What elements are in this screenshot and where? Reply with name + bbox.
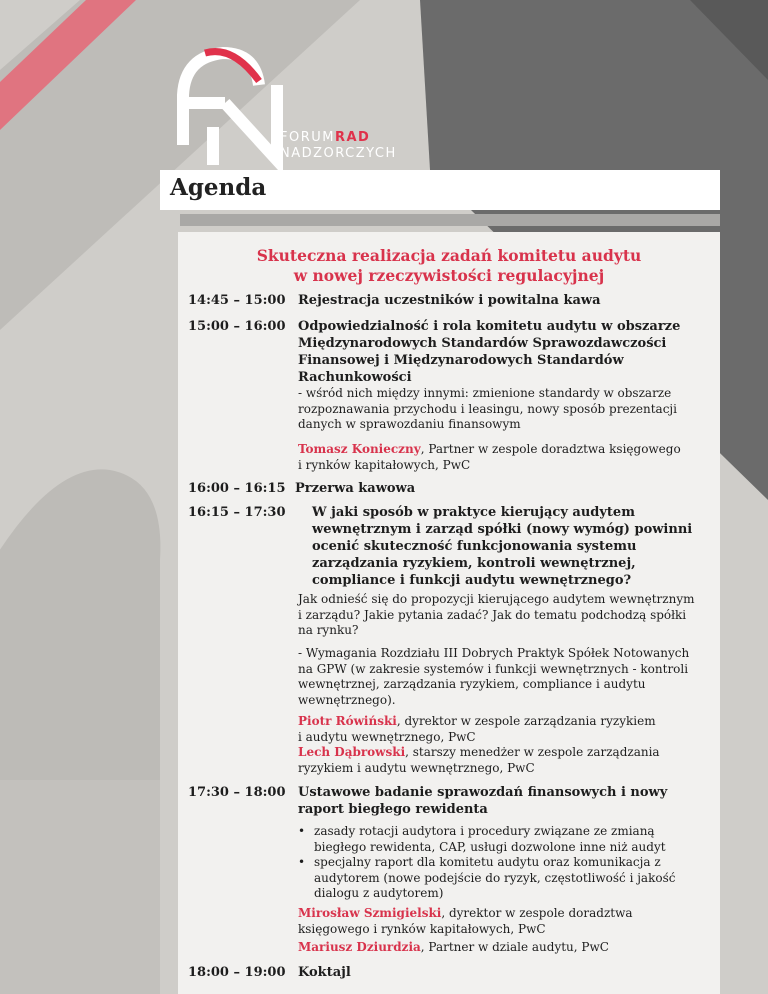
logo-text-rad: RAD — [334, 130, 371, 145]
item-title: Koktajl — [298, 965, 351, 980]
item-description-line: wewnętrznej, zarządzania ryzykiem, compliance i audytu — [298, 677, 646, 691]
item-description — [298, 592, 708, 639]
bullet-line: • zasady rotacji audytora i procedury związane ze zmianą — [314, 824, 655, 838]
item-time: 18:00 – 19:00 — [188, 965, 286, 980]
speaker-role: , Partner w zespole doradztwa księgowego — [420, 442, 681, 456]
item-speaker — [298, 442, 708, 473]
forum-rad-logo — [175, 45, 285, 170]
speaker-role: i audytu wewnętrznego, PwC — [298, 729, 476, 744]
item-title-line: wewnętrznym i zarząd spółki (nowy wymóg) powinni — [312, 522, 693, 537]
item-description-line: danych w sprawozdaniu finansowym — [298, 417, 521, 431]
item-title — [298, 784, 718, 818]
item-time: 17:30 – 18:00 — [188, 785, 286, 800]
bullet-item — [298, 855, 708, 902]
item-speakers — [298, 714, 708, 776]
headline-line-1: Skuteczna realizacja zadań komitetu audytu — [256, 246, 642, 265]
item-description-line: na rynku? — [298, 623, 359, 637]
speaker-name: Lech Dąbrowski — [298, 745, 406, 759]
logo-wordmark — [280, 130, 397, 162]
bullet-line: audytorem (nowe podejście do ryzyk, częstotliwość i jakość — [314, 870, 676, 885]
item-title-line: zarządzania ryzykiem, kontroli wewnętrznej, — [312, 556, 636, 571]
item-title-line: Rachunkowości — [298, 370, 412, 385]
item-description-line: rozpoznawania przychodu i leasingu, nowy sposób prezentacji — [298, 401, 677, 416]
bullet-item — [298, 824, 708, 855]
speaker-role: ryzykiem i audytu wewnętrznego, PwC — [298, 760, 535, 775]
item-description — [298, 646, 708, 708]
speaker-name: Tomasz Konieczny — [298, 442, 421, 456]
bullet-line: dialogu z audytorem) — [314, 886, 444, 900]
item-title-line: Odpowiedzialność i rola komitetu audytu w obszarze — [298, 319, 681, 334]
speaker-role: , dyrektor w zespole zarządzania ryzykiem — [396, 714, 656, 728]
item-time: 16:15 – 17:30 — [188, 505, 286, 520]
item-title — [298, 318, 718, 386]
item-description-line: - wśród nich między innymi: zmienione standardy w obszarze — [298, 386, 672, 400]
divider-strip — [180, 214, 720, 226]
bullet-line: biegłego rewidenta, CAP, usługi dozwolone inne niż audyt — [314, 839, 666, 854]
speaker-name: Piotr Rówiński — [298, 714, 397, 728]
item-speakers — [298, 906, 708, 956]
item-description-line: Jak odnieść się do propozycji kierującego audytem wewnętrznym — [298, 592, 695, 606]
speaker-role: , starszy menedżer w zespole zarządzania — [405, 745, 660, 759]
item-title-line: Finansowej i Międzynarodowych Standardów — [298, 353, 624, 368]
item-time: 15:00 – 16:00 — [188, 319, 286, 334]
page-title: Agenda — [170, 174, 267, 201]
speaker-role: , dyrektor w zespole doradztwa — [441, 906, 633, 920]
item-title-line: Międzynarodowych Standardów Sprawozdawczości — [298, 336, 667, 351]
speaker-role: , Partner w dziale audytu, PwC — [420, 940, 609, 954]
item-bullet-list — [298, 824, 708, 902]
item-time: 14:45 – 15:00 — [188, 293, 286, 308]
headline-line-2: w nowej rzeczywistości regulacyjnej — [293, 266, 605, 285]
logo-text-forum: FORUM — [280, 130, 335, 145]
event-headline — [178, 246, 720, 286]
item-description-line: na GPW (w zakresie systemów i funkcji wewnętrznych - kontroli — [298, 661, 689, 676]
item-time: 16:00 – 16:15 — [188, 481, 286, 496]
agenda-header-bar — [160, 170, 720, 210]
item-title-line: raport biegłego rewidenta — [298, 802, 488, 817]
item-description — [298, 386, 708, 433]
speaker-name: Mariusz Dziurdzia — [298, 940, 421, 954]
item-title-line: W jaki sposób w praktyce kierujący audytem — [312, 505, 635, 520]
item-description-line: i zarządu? Jakie pytania zadać? Jak do tematu podchodzą spółki — [298, 607, 687, 622]
speaker-role: i rynków kapitałowych, PwC — [298, 457, 471, 472]
item-title-line: ocenić skuteczność funkcjonowania systemu — [312, 539, 637, 554]
speaker-name: Mirosław Szmigielski — [298, 906, 442, 920]
item-title-line: Ustawowe badanie sprawozdań finansowych i nowy — [298, 785, 668, 800]
item-title-line: compliance i funkcji audytu wewnętrznego? — [312, 573, 632, 588]
speaker-role: księgowego i rynków kapitałowych, PwC — [298, 921, 546, 936]
item-title: Przerwa kawowa — [295, 481, 416, 496]
item-title: Rejestracja uczestników i powitalna kawa — [298, 293, 601, 308]
logo-text-nadzorczych: NADZORCZYCH — [280, 146, 397, 161]
item-title — [312, 504, 718, 589]
item-description-line: - Wymagania Rozdziału III Dobrych Praktyk Spółek Notowanych — [298, 646, 690, 660]
item-description-line: wewnętrznego). — [298, 692, 396, 707]
bullet-line: • specjalny raport dla komitetu audytu oraz komunikacja z — [314, 855, 661, 869]
